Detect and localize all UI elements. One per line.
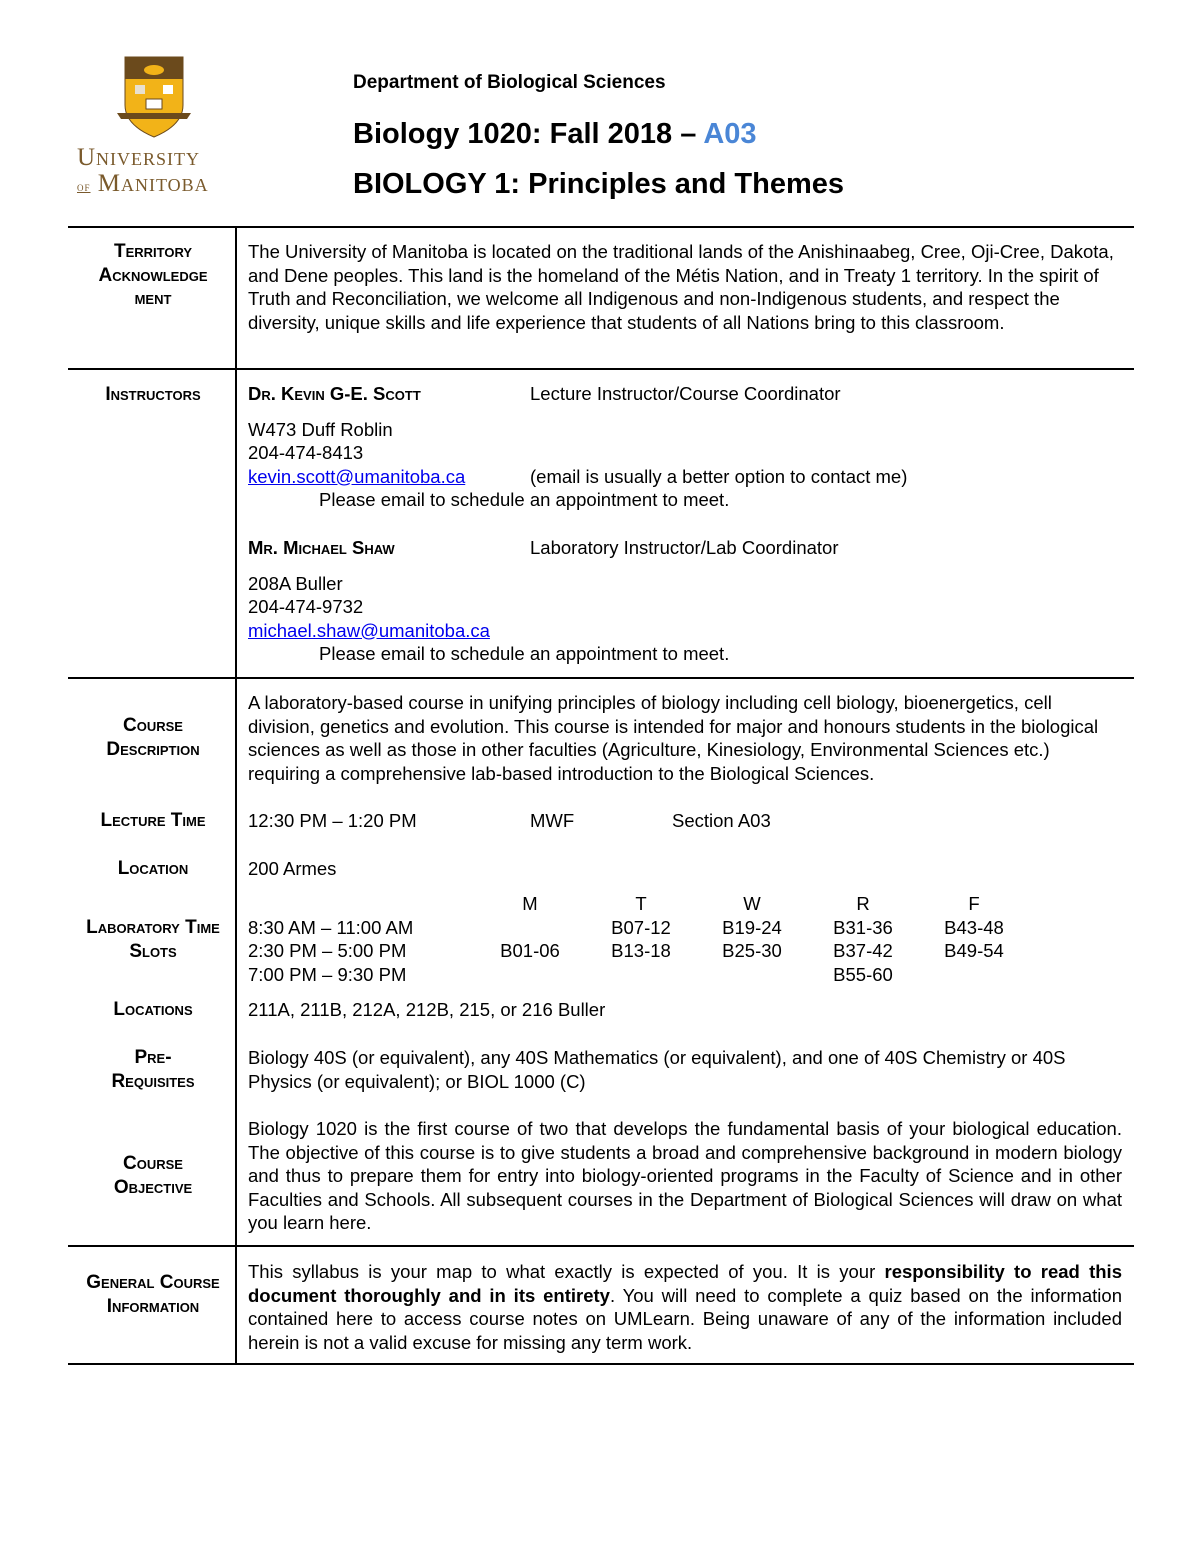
day-header: M: [522, 893, 538, 914]
slot-cell: B01-06: [500, 940, 560, 961]
divider: [68, 368, 1134, 370]
general-info-text: [248, 1260, 1122, 1354]
slot-cell: B13-18: [611, 940, 671, 961]
lecture-time-label: Lecture Time: [100, 810, 206, 831]
crest-icon: [75, 55, 230, 140]
instructor-1: [248, 382, 1122, 512]
course-title: [353, 118, 757, 151]
lab-locations-value: 211A, 211B, 212A, 212B, 215, or 216 Buller: [248, 999, 606, 1020]
slot-cell: B55-60: [833, 963, 893, 985]
general-text-2: . You will need to complete a quiz based on the information contained here to access course notes on UMLearn. Being unaware of any of the information included herein is not a valid excuse for missing any term work.: [248, 1284, 1122, 1353]
location-value: 200 Armes: [248, 858, 337, 879]
slot-cell: B37-42: [833, 940, 893, 961]
instructor-office: 208A Buller: [248, 572, 343, 594]
slot-cell: B43-48: [944, 916, 1004, 938]
lecture-section: Section A03: [672, 810, 771, 831]
lab-slots-label: Laboratory Time Slots: [86, 917, 220, 962]
department-name: Department of Biological Sciences: [353, 72, 666, 93]
instructor-role: Lecture Instructor/Course Coordinator: [530, 383, 841, 404]
section-code: A03: [703, 118, 757, 150]
instructor-2: [248, 536, 1122, 666]
logo-line2: Manitoba: [97, 170, 209, 197]
divider: [68, 677, 1134, 679]
instructor-office: W473 Duff Roblin: [248, 418, 393, 440]
slot-time: 2:30 PM – 5:00 PM: [248, 940, 407, 961]
course-description-label: Course Description: [106, 715, 200, 760]
divider: [68, 1363, 1134, 1365]
appointment-note: Please email to schedule an appointment to meet.: [319, 489, 730, 510]
day-header: T: [635, 893, 647, 914]
location-label: Location: [117, 858, 189, 879]
appointment-note: Please email to schedule an appointment to meet.: [319, 643, 730, 664]
slot-cell: B31-36: [833, 916, 893, 938]
divider: [68, 226, 1134, 228]
objective-label: Course Objective: [113, 1153, 193, 1198]
slot-cell: B49-54: [944, 940, 1004, 961]
course-title-text: Biology 1020: Fall 2018 –: [353, 118, 704, 150]
logo-line1: University: [77, 144, 201, 171]
lecture-time: [248, 809, 1122, 833]
instructor-name: Mr. Michael Shaw: [248, 537, 395, 558]
general-text-1: This syllabus is your map to what exactly is expected of you. It is your: [248, 1261, 885, 1282]
territory-text: The University of Manitoba is located on the traditional lands of the Anishinaabeg, Cree, Oji-Cree, Dakota, and Dene peoples. This land is the homeland of the Métis Nation, and in Treaty 1 territory. In the spirit of Truth and Reconciliation, we welcome all Indigenous and non-Indigenous students, and respect the diversity, unique skills and life experience that students of all Nations bring to this classroom.: [248, 241, 1114, 333]
day-header: F: [968, 893, 980, 914]
course-subtitle: BIOLOGY 1: Principles and Themes: [353, 168, 844, 200]
lecture-days: MWF: [530, 810, 575, 831]
general-text-bold: responsibility to read this document thoroughly and in its entirety: [248, 1261, 1122, 1306]
lab-locations-label: Locations: [113, 999, 193, 1020]
instructors-label: Instructors: [105, 384, 201, 405]
divider: [68, 1245, 1134, 1247]
university-logo: [75, 55, 230, 200]
course-description-text: A laboratory-based course in unifying principles of biology including cell biology, bioenergetics, cell division, genetics and evolution. This course is intended for major and honours students in the biological sciences as well as those in other faculties (Agriculture, Kinesiology, Environmental Sciences etc.) requiring a comprehensive lab-based introduction to the Biological Sciences.: [248, 692, 1099, 784]
lecture-hours: 12:30 PM – 1:20 PM: [248, 810, 417, 831]
objective-text: Biology 1020 is the first course of two that develops the fundamental basis of your biological education. The objective of this course is to give students a broad and comprehensive background in modern biology and thus to prepare them for entry into biology-oriented programs in the Faculty of Science and in other Faculties and Schools. All subsequent courses in the Department of Biological Sciences will draw on what you learn here.: [248, 1118, 1122, 1233]
prereqs-label: Pre- Requisites: [111, 1047, 195, 1092]
instructor-email-link[interactable]: michael.shaw@umanitoba.ca: [248, 619, 490, 641]
slot-cell: B25-30: [722, 940, 782, 961]
instructor-phone: 204-474-9732: [248, 596, 364, 617]
instructor-role: Laboratory Instructor/Lab Coordinator: [530, 537, 839, 558]
prereqs-text: Biology 40S (or equivalent), any 40S Mathematics (or equivalent), and one of 40S Chemistry or 40S Physics (or equivalent); or BIOL 1000 (C): [248, 1047, 1066, 1092]
day-header: R: [856, 893, 870, 914]
email-note: (email is usually a better option to contact me): [530, 465, 908, 487]
logo-of: of: [77, 179, 91, 194]
instructor-email-link[interactable]: kevin.scott@umanitoba.ca: [248, 465, 466, 487]
slot-cell: B07-12: [611, 916, 671, 938]
day-header: W: [743, 893, 761, 914]
slot-cell: B19-24: [722, 916, 782, 938]
instructor-name: Dr. Kevin G-E. Scott: [248, 383, 421, 404]
territory-label: Territory Acknowledge ment: [98, 241, 208, 309]
slot-time: 7:00 PM – 9:30 PM: [248, 963, 407, 985]
slot-time: 8:30 AM – 11:00 AM: [248, 916, 414, 938]
instructor-phone: 204-474-8413: [248, 442, 364, 463]
general-info-label: General Course Information: [86, 1272, 220, 1317]
